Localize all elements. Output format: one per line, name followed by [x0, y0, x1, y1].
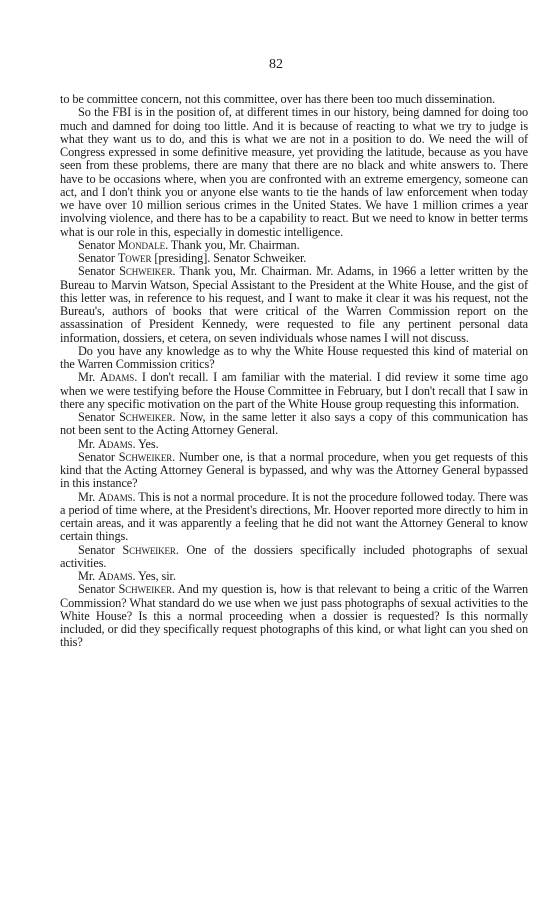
text-run: . Yes, sir. — [132, 569, 176, 583]
paragraph — [60, 411, 528, 438]
text-run: Senator — [78, 251, 118, 265]
text-run: . Thank you, Mr. Chairman. — [165, 237, 300, 252]
text-run: . I don't recall. I am familiar with the material. I did review it some time ago when we were testifying before the House Committee in February, but I don't recall that I saw in there any specific motivation on the part of the White House group requesting this information. — [60, 370, 528, 411]
paragraph — [60, 371, 528, 411]
text-run: So the FBI is in the position of, at different times in our history, being damned for doing too much and damned for doing too little. And it is because of reacting to what we try to judge is what they want us to do, and this is what we are not in a position to do. We need the will of Congress expressed in some definitive measure, yet providing the latitude, because as you have seen from these problems, there are many that there are no black and white answers to. There have to be occasions where, when you are confronted with an extreme emergency, someone can act, and I don't think you or anyone else wants to tie the hands of law enforcement when today we have over 10 million serious crimes in the United States. We have 1 million crimes a year involving violence, and there has to be a capability to react. But we need to know in better terms what is our role in this, especially in domestic intelligence. — [60, 105, 528, 239]
paragraph — [60, 491, 528, 544]
speaker-name: Schweiker — [122, 542, 176, 557]
paragraph — [60, 451, 528, 491]
paragraph — [60, 544, 528, 571]
paragraph — [60, 252, 528, 265]
text-run: Mr. — [78, 569, 99, 583]
text-run: . One of the dossiers specifically included photographs of sexual activities. — [60, 542, 528, 570]
speaker-name: Schweiker — [118, 449, 173, 464]
paragraph — [60, 345, 528, 372]
speaker-name: Schweiker — [118, 582, 172, 597]
text-run: Senator — [78, 264, 120, 279]
text-run: [presiding]. Senator Schweiker. — [151, 251, 307, 265]
speaker-name: Adams — [98, 489, 133, 504]
text-run: . And my question is, how is that relevant to being a critic of the Warren Commission? What standard do we use when we just pass photographs of sexual activities to the White House? Is this a normal proceeding when a dossier is requested? Is this normally included, or did they specifically request photographs of this kind, or what light can you shed on this? — [60, 582, 528, 650]
paragraph — [60, 239, 528, 252]
text-run: Do you have any knowledge as to why the White House requested this kind of material on the Warren Commission critics? — [60, 343, 528, 371]
speaker-name: Mondale — [117, 237, 166, 252]
text-run: Senator — [78, 237, 118, 252]
text-run: Mr. — [78, 489, 99, 504]
text-run: Senator — [78, 449, 119, 464]
text-run: . Thank you, Mr. Chairman. Mr. Adams, in 1966 a letter written by the Bureau to Marvin Watson, Special Assistant to the President at the White House, and the gist of this letter was, in reference to his request, and I want to make it clear it was his request, not the Bureau's, authors of books that were critical of the Warren Commission report on the assassination of President Kennedy, were requested to file any pertinent personal data information, dossiers, et cetera, on seven individuals whose names I will not discuss. — [60, 264, 529, 345]
text-run: . Number one, is that a normal procedure, when you get requests of this kind that the Acting Attorney General is bypassed, and why was the Attorney General bypassed in this instance? — [60, 449, 528, 491]
text-run: Mr. — [78, 370, 100, 385]
speaker-name: Adams — [98, 436, 133, 451]
text-run: to be committee concern, not this committee, over has there been too much dissemination. — [60, 92, 496, 106]
paragraph — [60, 106, 528, 239]
speaker-name: Schweiker — [119, 410, 173, 424]
text-run: Senator — [78, 410, 120, 424]
text-run: . This is not a normal procedure. It is not the procedure followed today. There was a period of time where, at the President's directions, Mr. Hoover reported more directly to him in certain areas, and it was apparently a feeling that he did not want the Attorney General to know certain things. — [60, 489, 528, 544]
paragraph — [60, 265, 528, 345]
paragraph — [60, 583, 528, 649]
speaker-name: Tower — [117, 251, 152, 265]
paragraph — [60, 93, 528, 106]
text-run: Mr. — [78, 436, 99, 451]
page-number: 82 — [269, 57, 283, 72]
speaker-name: Adams — [99, 370, 135, 385]
text-run: Senator — [78, 582, 119, 597]
speaker-name: Schweiker — [119, 264, 173, 279]
text-run: Senator — [78, 542, 123, 557]
paragraph — [60, 570, 528, 583]
text-run: . Yes. — [132, 436, 159, 451]
paragraph — [60, 438, 528, 451]
text-run: . Now, in the same letter it also says a copy of this communication has not been sent to the Acting Attorney General. — [60, 410, 528, 438]
speaker-name: Adams — [98, 569, 133, 583]
testimony-text — [60, 93, 528, 650]
